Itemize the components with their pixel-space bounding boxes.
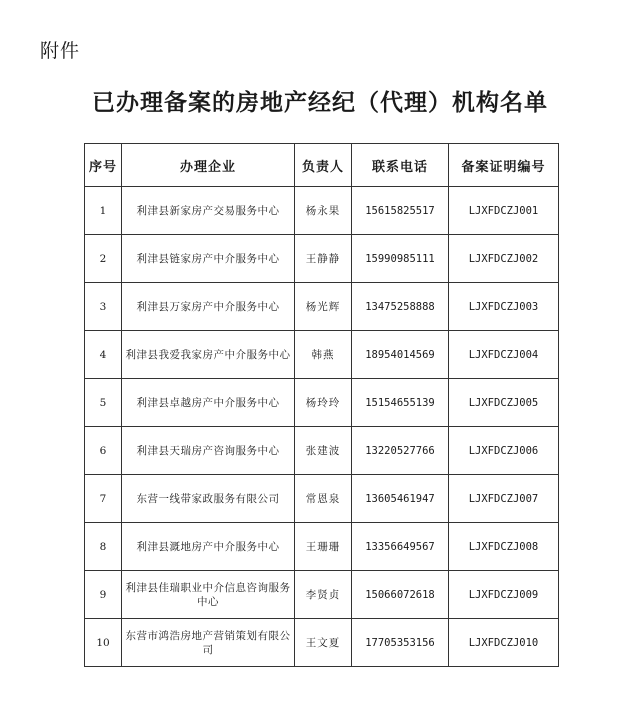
contact-person: 杨光辉 xyxy=(295,283,352,331)
row-number: 5 xyxy=(85,379,122,427)
header-no: 序号 xyxy=(85,144,122,187)
row-number: 2 xyxy=(85,235,122,283)
row-number: 7 xyxy=(85,475,122,523)
document-title: 已办理备案的房地产经纪（代理）机构名单 xyxy=(92,89,548,116)
company-name: 利津县新家房产交易服务中心 xyxy=(122,187,295,235)
header-company: 办理企业 xyxy=(122,144,295,187)
table-row xyxy=(85,283,559,331)
contact-person: 王静静 xyxy=(295,235,352,283)
row-number: 8 xyxy=(85,523,122,571)
row-number: 4 xyxy=(85,331,122,379)
phone-number: 18954014569 xyxy=(352,331,449,379)
table-row xyxy=(85,619,559,667)
phone-number: 15990985111 xyxy=(352,235,449,283)
header-person: 负责人 xyxy=(295,144,352,187)
table-body xyxy=(85,187,559,667)
table-row xyxy=(85,235,559,283)
table-row xyxy=(85,571,559,619)
row-number: 3 xyxy=(85,283,122,331)
row-number: 9 xyxy=(85,571,122,619)
company-name: 利津县卓越房产中介服务中心 xyxy=(122,379,295,427)
table-row xyxy=(85,427,559,475)
company-name: 利津县天瑞房产咨询服务中心 xyxy=(122,427,295,475)
contact-person: 王文夏 xyxy=(295,619,352,667)
contact-person: 李贤贞 xyxy=(295,571,352,619)
cert-number: LJXFDCZJ009 xyxy=(449,571,559,619)
cert-number: LJXFDCZJ003 xyxy=(449,283,559,331)
contact-person: 常恩泉 xyxy=(295,475,352,523)
contact-person: 杨永果 xyxy=(295,187,352,235)
phone-number: 15066072618 xyxy=(352,571,449,619)
company-name: 东营市鸿浩房地产营销策划有限公司 xyxy=(122,619,295,667)
company-name: 利津县链家房产中介服务中心 xyxy=(122,235,295,283)
table-row xyxy=(85,187,559,235)
registry-table xyxy=(84,143,559,667)
row-number: 6 xyxy=(85,427,122,475)
phone-number: 17705353156 xyxy=(352,619,449,667)
table-row xyxy=(85,475,559,523)
phone-number: 13475258888 xyxy=(352,283,449,331)
company-name: 利津县万家房产中介服务中心 xyxy=(122,283,295,331)
row-number: 10 xyxy=(85,619,122,667)
cert-number: LJXFDCZJ006 xyxy=(449,427,559,475)
cert-number: LJXFDCZJ002 xyxy=(449,235,559,283)
header-cert: 备案证明编号 xyxy=(449,144,559,187)
cert-number: LJXFDCZJ004 xyxy=(449,331,559,379)
contact-person: 张建波 xyxy=(295,427,352,475)
company-name: 利津县佳瑞职业中介信息咨询服务中心 xyxy=(122,571,295,619)
attachment-label: 附件 xyxy=(40,40,81,62)
phone-number: 13605461947 xyxy=(352,475,449,523)
phone-number: 15154655139 xyxy=(352,379,449,427)
cert-number: LJXFDCZJ005 xyxy=(449,379,559,427)
table-row xyxy=(85,523,559,571)
cert-number: LJXFDCZJ007 xyxy=(449,475,559,523)
phone-number: 15615825517 xyxy=(352,187,449,235)
phone-number: 13356649567 xyxy=(352,523,449,571)
company-name: 利津县我爱我家房产中介服务中心 xyxy=(122,331,295,379)
contact-person: 王珊珊 xyxy=(295,523,352,571)
contact-person: 杨玲玲 xyxy=(295,379,352,427)
company-name: 东营一线带家政服务有限公司 xyxy=(122,475,295,523)
cert-number: LJXFDCZJ001 xyxy=(449,187,559,235)
row-number: 1 xyxy=(85,187,122,235)
company-name: 利津县溉地房产中介服务中心 xyxy=(122,523,295,571)
table-header-row xyxy=(85,144,559,187)
header-phone: 联系电话 xyxy=(352,144,449,187)
table-row xyxy=(85,379,559,427)
cert-number: LJXFDCZJ008 xyxy=(449,523,559,571)
phone-number: 13220527766 xyxy=(352,427,449,475)
cert-number: LJXFDCZJ010 xyxy=(449,619,559,667)
contact-person: 韩燕 xyxy=(295,331,352,379)
table-row xyxy=(85,331,559,379)
